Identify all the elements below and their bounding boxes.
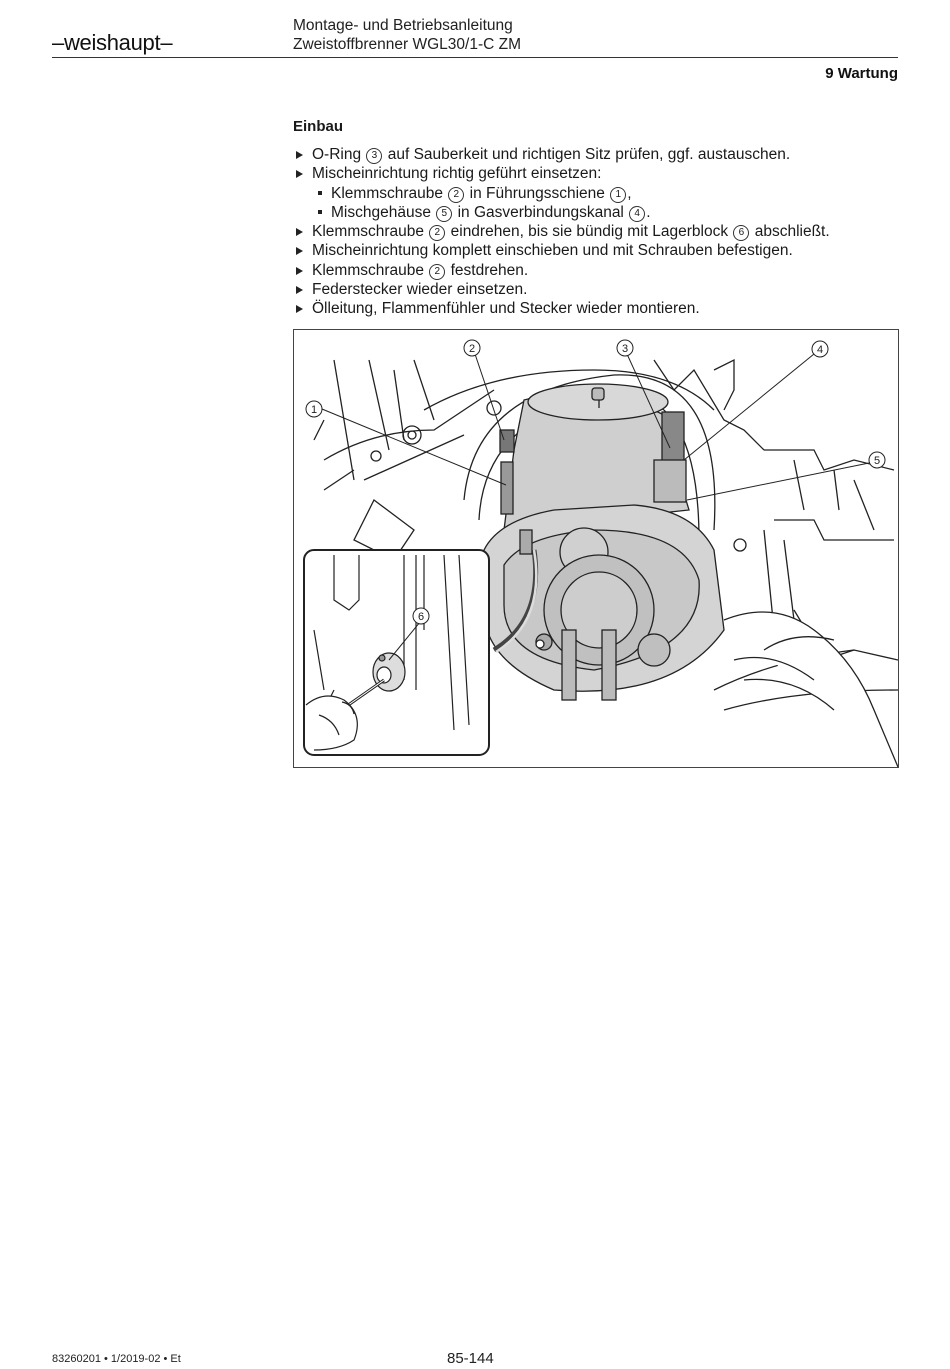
logo-text: weishaupt <box>63 30 161 55</box>
square-bullet-icon <box>318 210 322 214</box>
triangle-bullet-icon <box>296 151 303 159</box>
title-line-2: Zweistoffbrenner WGL30/1-C ZM <box>293 36 521 53</box>
step-item <box>293 164 903 222</box>
step-item <box>293 261 903 280</box>
square-bullet-icon <box>318 191 322 195</box>
callout-5 <box>869 452 885 468</box>
title-line-1: Montage- und Betriebsanleitung <box>293 17 513 34</box>
callout-ref: 2 <box>429 264 445 280</box>
step-text: Klemmschraube <box>312 261 424 279</box>
step-text: Ölleitung, Flammenfühler und Stecker wieder montieren. <box>312 300 700 318</box>
sub-list <box>312 184 903 223</box>
sub-text: Mischgehäuse <box>331 203 431 221</box>
callout-label: 4 <box>816 344 824 356</box>
triangle-bullet-icon <box>296 228 303 236</box>
step-text: abschließt. <box>754 223 830 241</box>
sub-text: in Führungsschiene <box>469 184 605 202</box>
step-text: Mischeinrichtung komplett einschieben und mit Schrauben befestigen. <box>312 242 793 260</box>
triangle-bullet-icon <box>296 286 303 294</box>
step-item <box>293 280 903 299</box>
triangle-bullet-icon <box>296 267 303 275</box>
callout-ref: 6 <box>733 225 749 241</box>
sub-text: Klemmschraube <box>331 184 443 202</box>
sub-text: . <box>646 203 651 221</box>
callout-label: 6 <box>417 611 425 623</box>
step-text: O-Ring <box>312 146 362 163</box>
doc-number: 83260201 • 1/2019-02 • Et <box>52 1353 181 1365</box>
illustration-svg <box>294 330 898 767</box>
callout-label: 5 <box>873 455 881 467</box>
callout-ref: 2 <box>429 225 445 241</box>
callout-ref: 5 <box>436 206 452 222</box>
technical-illustration <box>293 329 899 768</box>
callout-4 <box>812 341 828 357</box>
step-text: auf Sauberkeit und richtigen Sitz prüfen, ggf. austauschen. <box>387 146 791 163</box>
brand-logo: –weishaupt– <box>52 30 173 55</box>
header-rule <box>52 57 898 58</box>
triangle-bullet-icon <box>296 247 303 255</box>
callout-6 <box>413 608 429 624</box>
step-list <box>293 145 903 319</box>
step-text: Federstecker wieder einsetzen. <box>312 281 528 299</box>
callout-label: 3 <box>621 343 629 355</box>
section-title: 9 Wartung <box>825 65 898 82</box>
step-item <box>293 299 903 318</box>
callout-label: 1 <box>310 404 318 416</box>
callout-label: 2 <box>468 343 476 355</box>
document-title <box>293 16 521 54</box>
callout-1 <box>306 401 322 417</box>
callout-ref: 3 <box>366 148 382 164</box>
callout-ref: 2 <box>448 187 464 203</box>
step-text: eindrehen, bis sie bündig mit Lagerblock <box>450 223 729 241</box>
triangle-bullet-icon <box>296 170 303 178</box>
callout-ref: 1 <box>610 187 626 203</box>
triangle-bullet-icon <box>296 305 303 313</box>
step-text: festdrehen. <box>450 261 529 279</box>
sub-text: in Gasverbindungskanal <box>457 203 624 221</box>
callout-2 <box>464 340 480 356</box>
main-content <box>293 118 903 319</box>
step-text: Klemmschraube <box>312 223 424 241</box>
sub-item <box>312 184 903 203</box>
page-number: 85-144 <box>447 1350 494 1367</box>
step-text: Mischeinrichtung richtig geführt einsetzen: <box>312 165 602 183</box>
subheading: Einbau <box>293 118 344 135</box>
sub-item <box>312 203 903 222</box>
step-item <box>293 145 903 164</box>
sub-text: , <box>627 184 632 202</box>
callout-3 <box>617 340 633 356</box>
detail-inset <box>304 550 489 755</box>
step-item <box>293 222 903 241</box>
callout-ref: 4 <box>629 206 645 222</box>
step-item <box>293 241 903 260</box>
